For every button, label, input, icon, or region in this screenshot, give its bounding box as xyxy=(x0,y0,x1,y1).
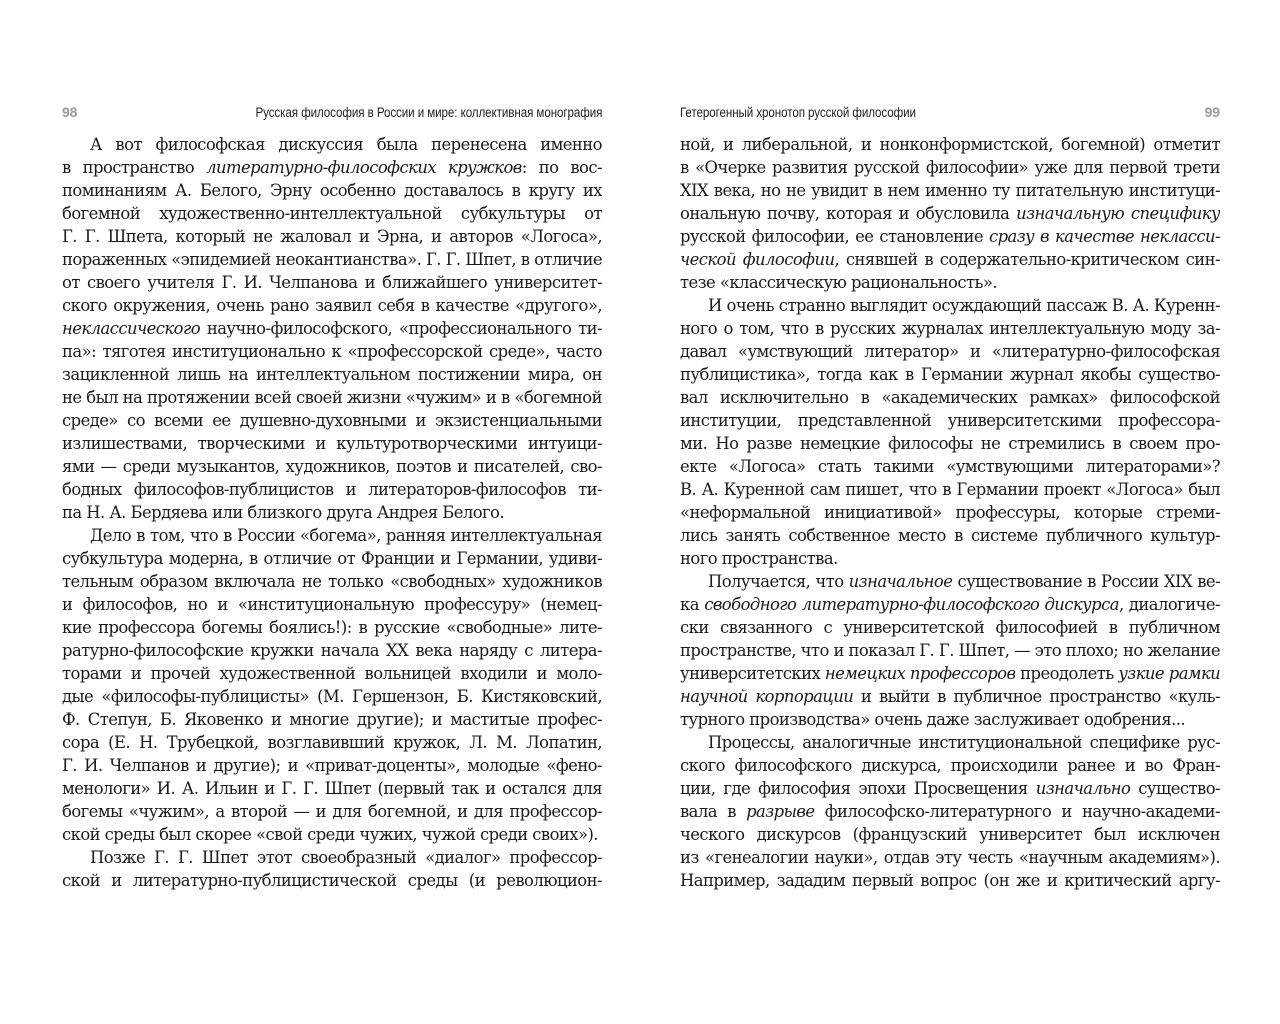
text-line xyxy=(680,202,1220,225)
text-run: излишествами, творческими и культуротворческими интуици- xyxy=(62,434,602,453)
text-run: богемной художественно-интеллектуальной субкультуры от xyxy=(62,204,602,223)
text-run: ной, и либеральной, и нонконформистской, богемной) отметит xyxy=(680,135,1220,154)
right-page-text xyxy=(680,133,1220,892)
text-line xyxy=(680,156,1220,179)
text-line xyxy=(62,570,602,593)
text-line xyxy=(62,777,602,800)
text-run: Процессы, аналогичные институциональной специфике рус- xyxy=(708,733,1220,752)
text-line xyxy=(680,570,1220,593)
text-run: «неформальной инициативой» профессуры, которые стреми- xyxy=(680,503,1220,522)
text-line xyxy=(62,455,602,478)
text-line xyxy=(62,754,602,777)
text-line xyxy=(62,133,602,156)
text-line xyxy=(680,846,1220,869)
left-page-header xyxy=(62,101,602,123)
italic-text: изначальную специфику xyxy=(1016,204,1220,223)
text-line xyxy=(62,731,602,754)
text-run: , снявшей в содержательно-критическом син- xyxy=(834,250,1220,269)
text-line xyxy=(62,409,602,432)
text-line xyxy=(680,478,1220,501)
italic-text: сразу в качестве некласси- xyxy=(988,227,1220,246)
text-line xyxy=(62,846,602,869)
text-run: ональную почву, которая и обусловила xyxy=(680,204,1017,223)
text-line xyxy=(680,869,1220,892)
text-run: зацикленной лишь на интеллектуальном постижении мира, он xyxy=(62,365,602,384)
right-page-header xyxy=(680,101,1220,123)
text-line xyxy=(680,593,1220,616)
text-line xyxy=(62,271,602,294)
text-line xyxy=(680,616,1220,639)
text-run: па»: тяготея институционально к «профессорской среде», часто xyxy=(62,342,602,361)
text-run: существо- xyxy=(1130,779,1220,798)
text-line xyxy=(680,524,1220,547)
text-line xyxy=(62,547,602,570)
text-line xyxy=(680,777,1220,800)
running-title: Русская философия в России и мире: коллективная монография xyxy=(255,104,602,120)
text-run: кие профессора богемы боялись!): в русские «свободные» лите- xyxy=(62,618,602,637)
text-line xyxy=(62,524,602,547)
text-run: субкультура модерна, в отличие от Франции и Германии, удиви- xyxy=(62,549,602,568)
text-run: и выйти в публичное пространство «куль- xyxy=(853,687,1220,706)
text-line xyxy=(62,317,602,340)
italic-text: разрыве xyxy=(746,802,815,821)
text-run: торами и прочей художественной вольницей входили и моло- xyxy=(62,664,602,683)
text-run: И очень странно выглядит осуждающий пассаж В. А. Куренн- xyxy=(708,296,1220,315)
text-run: XIX века, но не увидит в нем именно ту питательную институци- xyxy=(680,181,1220,200)
text-run: па Н. А. Бердяева или близкого друга Андрея Белого. xyxy=(62,503,505,522)
text-run: , диалогиче- xyxy=(1118,595,1220,614)
text-line xyxy=(62,501,602,524)
text-line xyxy=(680,731,1220,754)
text-run: ски связанного с университетской философией в публичном xyxy=(680,618,1220,637)
text-run: тельным образом включала не только «свободных» художников xyxy=(62,572,602,591)
text-run: научно-философского, «профессионального ти- xyxy=(200,319,602,338)
text-run: сора (Е. Н. Трубецкой, возглавивший кружок, Л. М. Лопатин, xyxy=(62,733,602,752)
left-page xyxy=(62,0,602,1024)
text-line xyxy=(62,248,602,271)
text-run: публицистика», тогда как в Германии журнал якобы существо- xyxy=(680,365,1220,384)
text-run: бодных философов-публицистов и литераторов-философов ти- xyxy=(62,480,602,499)
text-line xyxy=(62,432,602,455)
page-number: 98 xyxy=(62,104,78,120)
text-line xyxy=(680,248,1220,271)
text-line xyxy=(62,156,602,179)
text-line xyxy=(62,340,602,363)
text-run: пространстве, что и показал Г. Г. Шпет, — это плохо; но желание xyxy=(680,641,1220,660)
italic-text: литературно-философских кружков xyxy=(206,158,522,177)
text-run: вала в xyxy=(680,802,747,821)
text-run: вал исключительно в «академических рамках» философской xyxy=(680,388,1220,407)
text-run: Например, зададим первый вопрос (он же и критический аргу- xyxy=(680,871,1220,890)
text-line xyxy=(62,363,602,386)
page-number: 99 xyxy=(1204,104,1220,120)
text-run: Г. И. Челпанов и другие); и «приват-доценты», молодые «фено- xyxy=(62,756,602,775)
text-run: ями — среди музыкантов, художников, поэтов и писателей, сво- xyxy=(62,457,602,476)
text-line xyxy=(680,547,1220,570)
text-run: Ф. Степун, Б. Яковенко и многие другие); и маститые профес- xyxy=(62,710,602,729)
text-line xyxy=(680,133,1220,156)
italic-text: неклассического xyxy=(62,319,201,338)
text-line xyxy=(680,340,1220,363)
text-run: ного о том, что в русских журналах интеллектуальную моду за- xyxy=(680,319,1220,338)
text-line xyxy=(680,179,1220,202)
italic-text: изначальное xyxy=(848,572,953,591)
italic-text: изначально xyxy=(1035,779,1131,798)
italic-text: ческой философии xyxy=(680,250,835,269)
text-run: не был на протяжении всей своей жизни «чужим» и в «богемной xyxy=(62,388,602,407)
right-page xyxy=(680,0,1220,1024)
italic-text: узкие рамки xyxy=(1118,664,1220,683)
text-line xyxy=(680,754,1220,777)
text-run: ка xyxy=(680,595,705,614)
italic-text: немецких профессоров xyxy=(824,664,1016,683)
text-line xyxy=(62,179,602,202)
text-run: тезе «классическую рациональность». xyxy=(680,273,998,292)
text-line xyxy=(680,409,1220,432)
text-run: поминаниям А. Белого, Эрну особенно доставалось в кругу их xyxy=(62,181,602,200)
text-line xyxy=(680,708,1220,731)
text-line xyxy=(62,708,602,731)
text-run: ской и литературно-публицистической среды (и революцион- xyxy=(62,871,602,890)
text-line xyxy=(62,294,602,317)
text-line xyxy=(62,800,602,823)
text-run: ции, где философия эпохи Просвещения xyxy=(680,779,1036,798)
text-line xyxy=(62,386,602,409)
text-run: пораженных «эпидемией неокантианства». Г. Г. Шпет, в отличие xyxy=(62,250,602,269)
text-run: преодолеть xyxy=(1015,664,1119,683)
text-run: существование в России XIX ве- xyxy=(952,572,1220,591)
text-run: богемы «чужим», а второй — и для богемной, и для профессор- xyxy=(62,802,602,821)
text-run: лись занять собственное место в системе публичного культур- xyxy=(680,526,1220,545)
text-run: давал «умствующий литератор» и «литературно-философская xyxy=(680,342,1220,361)
text-run: дые «философы-публицисты» (М. Гершензон, Б. Кистяковский, xyxy=(62,687,602,706)
text-run: ского окружения, очень рано заявил себя в качестве «другого», xyxy=(62,296,602,315)
text-run: и философов, но и «институциональную профессуру» (немец- xyxy=(62,595,602,614)
text-run: русской философии, ее становление xyxy=(680,227,989,246)
text-run: Г. Г. Шпета, который не жаловал и Эрна, и авторов «Логоса», xyxy=(62,227,602,246)
text-run: от своего учителя Г. И. Челпанова и ближайшего университет- xyxy=(62,273,602,292)
italic-text: научной корпорации xyxy=(680,687,854,706)
text-run: В. А. Куренной сам пишет, что в Германии проект «Логоса» был xyxy=(680,480,1220,499)
text-line xyxy=(62,685,602,708)
text-run: ного пространства. xyxy=(680,549,838,568)
text-line xyxy=(62,478,602,501)
text-run: менологи» И. А. Ильин и Г. Г. Шпет (первый так и остался для xyxy=(62,779,602,798)
text-run: в пространство xyxy=(62,158,207,177)
text-run: Получается, что xyxy=(708,572,849,591)
text-line xyxy=(680,432,1220,455)
text-line xyxy=(680,662,1220,685)
text-run: Позже Г. Г. Шпет этот своеобразный «диалог» профессор- xyxy=(90,848,602,867)
italic-text: свободного литературно-философского дискурса xyxy=(704,595,1119,614)
text-line xyxy=(680,455,1220,478)
text-line xyxy=(680,639,1220,662)
text-line xyxy=(62,869,602,892)
text-line xyxy=(680,363,1220,386)
text-run: А вот философская дискуссия была перенесена именно xyxy=(90,135,602,154)
text-run: екте «Логоса» стать такими «умствующими литераторами»? xyxy=(680,457,1220,476)
text-run: философско-литературного и научно-академи- xyxy=(814,802,1220,821)
text-run: из «генеалогии науки», отдав эту честь «научным академиям»). xyxy=(680,848,1220,867)
text-line xyxy=(680,501,1220,524)
text-run: ческого дискурсов (французский университет был исключен xyxy=(680,825,1220,844)
text-line xyxy=(680,317,1220,340)
text-run: ского философского дискурса, происходили ранее и во Фран- xyxy=(680,756,1220,775)
text-line xyxy=(680,294,1220,317)
text-run: : по вос- xyxy=(521,158,602,177)
text-line xyxy=(62,823,602,846)
text-line xyxy=(680,823,1220,846)
text-run: институции, представленной университетскими профессора- xyxy=(680,411,1220,430)
text-line xyxy=(62,662,602,685)
text-line xyxy=(62,639,602,662)
text-line xyxy=(62,202,602,225)
text-line xyxy=(62,225,602,248)
text-run: ратурно-философские кружки начала XX века наряду с литера- xyxy=(62,641,602,660)
text-run: ми. Но разве немецкие философы не стремились в своем про- xyxy=(680,434,1220,453)
text-run: среде» со всеми ее душевно-духовными и экзистенциальными xyxy=(62,411,602,430)
text-line xyxy=(680,386,1220,409)
text-run: Дело в том, что в России «богема», ранняя интеллектуальная xyxy=(90,526,602,545)
left-page-text xyxy=(62,133,602,892)
text-line xyxy=(680,685,1220,708)
text-line xyxy=(62,593,602,616)
text-run: университетских xyxy=(680,664,825,683)
text-line xyxy=(680,225,1220,248)
text-run: в «Очерке развития русской философии» уже для первой трети xyxy=(680,158,1220,177)
text-line xyxy=(680,271,1220,294)
text-line xyxy=(62,616,602,639)
text-run: турного производства» очень даже заслуживает одобрения... xyxy=(680,710,1186,729)
text-line xyxy=(680,800,1220,823)
text-run: ской среды был скорее «свой среди чужих, чужой среди своих»). xyxy=(62,825,598,844)
running-title: Гетерогенный хронотоп русской философии xyxy=(680,104,916,120)
